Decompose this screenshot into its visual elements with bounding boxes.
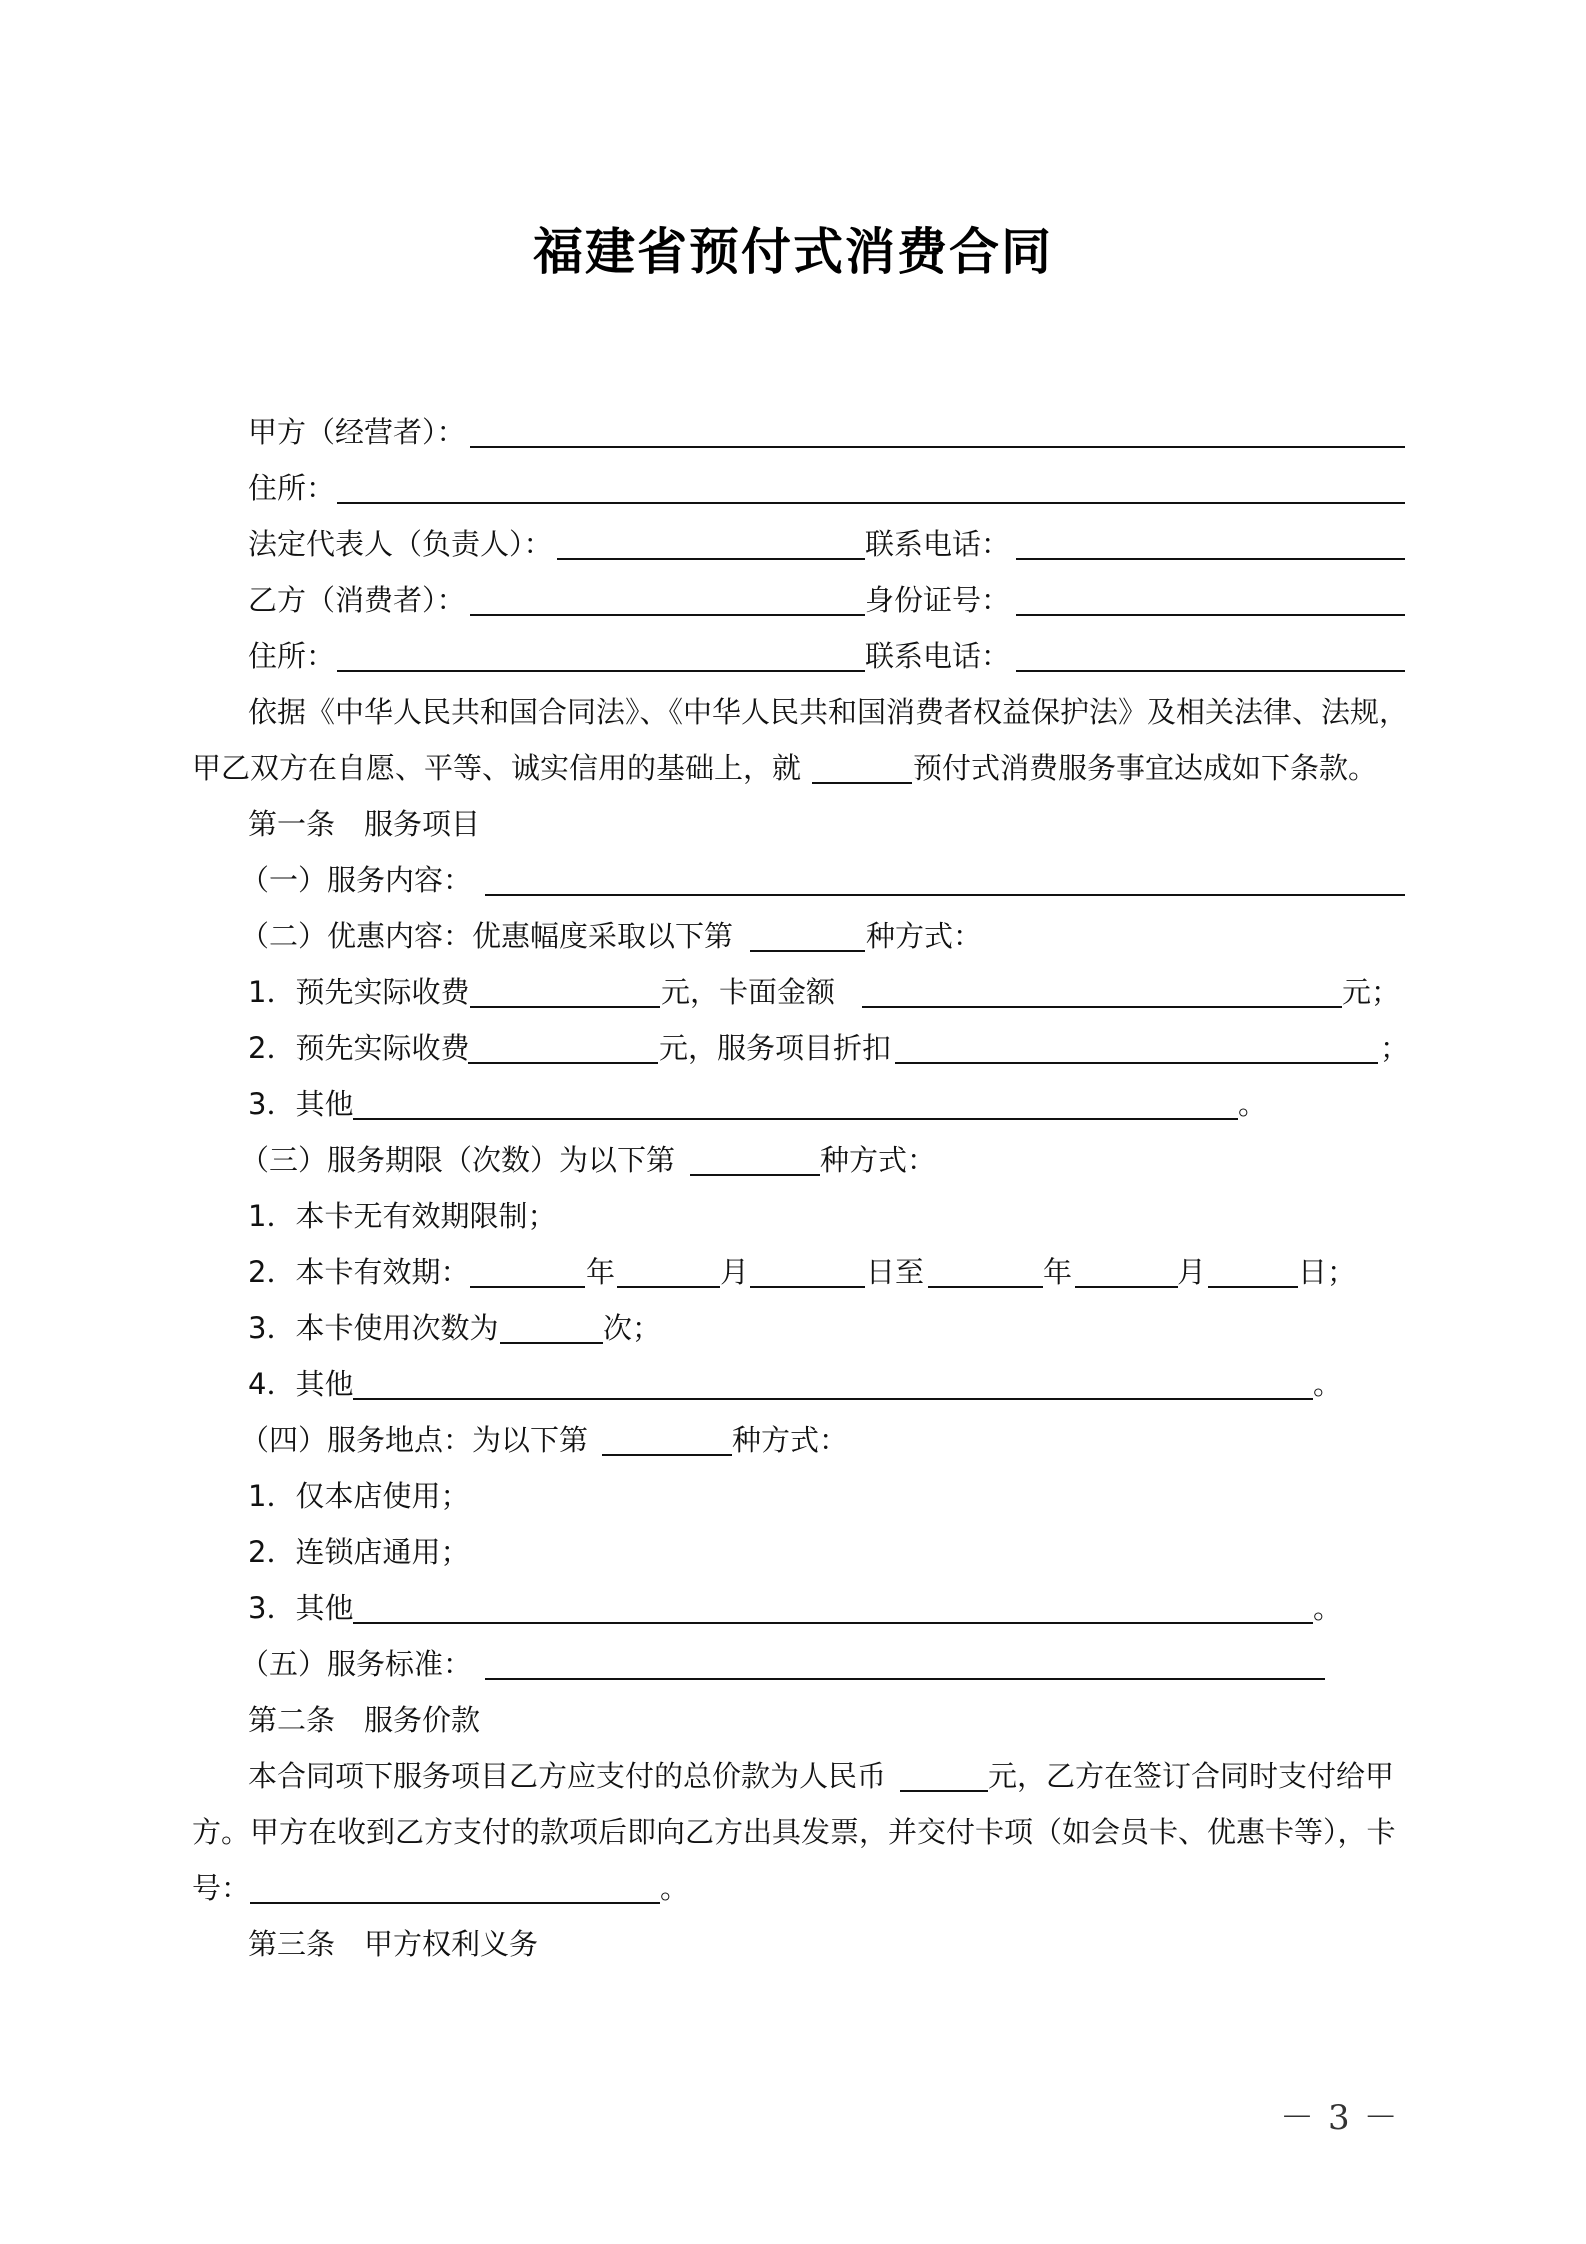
article-1-title: 第一条 服务项目: [248, 807, 481, 841]
article-3-title: 第三条 甲方权利义务: [248, 1927, 539, 1961]
start-year-label: 年: [586, 1255, 616, 1289]
discount-option-field[interactable]: [750, 950, 865, 952]
option-2-label-c: ；: [1380, 1031, 1410, 1065]
location-row: [0, 1418, 1586, 1462]
location-option-1-text: 1．仅本店使用；: [248, 1479, 470, 1513]
start-day-label: 日至: [866, 1255, 925, 1289]
legal-rep-row: [0, 522, 1586, 566]
term-other-field[interactable]: [353, 1398, 1313, 1400]
discount-row: [0, 914, 1586, 958]
term-option-2-label: 2．本卡有效期：: [248, 1255, 470, 1289]
start-day-field[interactable]: [750, 1286, 865, 1288]
term-option-field[interactable]: [690, 1174, 820, 1176]
term-label-b: 种方式：: [820, 1143, 937, 1177]
term-row: [0, 1138, 1586, 1182]
card-number-end: 。: [660, 1871, 690, 1905]
party-a-field[interactable]: [470, 446, 1405, 448]
price-text-1b: 元，乙方在签订合同时支付给甲: [988, 1759, 1395, 1793]
discount-option-1: [0, 970, 1586, 1014]
option-3-label-b: 。: [1238, 1087, 1268, 1121]
service-standard-field[interactable]: [485, 1678, 1325, 1680]
article-2-title: 第二条 服务价款: [248, 1703, 481, 1737]
discount-label-a: （二）优惠内容：优惠幅度采取以下第: [240, 919, 734, 953]
location-label-b: 种方式：: [732, 1423, 849, 1457]
discount-label-b: 种方式：: [866, 919, 983, 953]
price-line-3: [0, 1866, 1586, 1910]
service-content-field[interactable]: [485, 894, 1405, 896]
page-number: －3－: [1280, 2098, 1412, 2138]
document-title: 福建省预付式消费合同: [533, 223, 1053, 281]
party-b-row: [0, 578, 1586, 622]
price-text-2: 方。甲方在收到乙方支付的款项后即向乙方出具发票，并交付卡项（如会员卡、优惠卡等），卡: [192, 1815, 1396, 1849]
legal-rep-label: 法定代表人（负责人）：: [248, 527, 553, 561]
term-option-3-label-a: 3．本卡使用次数为: [248, 1311, 499, 1345]
location-option-1: [0, 1474, 1586, 1518]
option-3-label-a: 3．其他: [248, 1087, 354, 1121]
preamble-text-2a: 甲乙双方在自愿、平等、诚实信用的基础上，就: [192, 751, 802, 785]
location-option-3: [0, 1586, 1586, 1630]
discount-option-2: [0, 1026, 1586, 1070]
card-number-label: 号：: [192, 1871, 251, 1905]
option-3-other-field[interactable]: [353, 1118, 1238, 1120]
option-1-label-c: 元；: [1342, 975, 1401, 1009]
price-line-2: [0, 1810, 1586, 1854]
article-2-heading: [0, 1698, 1586, 1742]
end-day-label: 日；: [1298, 1255, 1357, 1289]
service-standard-row: [0, 1642, 1586, 1686]
phone-a-label: 联系电话：: [865, 527, 1011, 561]
address-a-field[interactable]: [337, 502, 1405, 504]
option-1-label-b: 元，卡面金额: [661, 975, 836, 1009]
option-2-label-b: 元，服务项目折扣: [659, 1031, 892, 1065]
address-b-label: 住所：: [248, 639, 336, 673]
location-option-2-text: 2．连锁店通用；: [248, 1535, 470, 1569]
location-option-field[interactable]: [602, 1454, 732, 1456]
location-option-2: [0, 1530, 1586, 1574]
discount-option-3: [0, 1082, 1586, 1126]
preamble-text-2b: 预付式消费服务事宜达成如下条款。: [913, 751, 1378, 785]
end-month-field[interactable]: [1075, 1286, 1178, 1288]
end-year-field[interactable]: [928, 1286, 1043, 1288]
term-option-3: [0, 1306, 1586, 1350]
id-no-label: 身份证号：: [865, 583, 1011, 617]
party-b-label: 乙方（消费者）：: [248, 583, 466, 617]
address-b-row: [0, 634, 1586, 678]
phone-b-field[interactable]: [1016, 670, 1405, 672]
service-content-row: [0, 858, 1586, 902]
phone-b-label: 联系电话：: [865, 639, 1011, 673]
term-option-1: [0, 1194, 1586, 1238]
party-b-field[interactable]: [470, 614, 865, 616]
card-number-field[interactable]: [250, 1902, 660, 1904]
option-1-face-value-field[interactable]: [862, 1006, 1342, 1008]
term-option-1-text: 1．本卡无有效期限制；: [248, 1199, 557, 1233]
address-b-field[interactable]: [337, 670, 865, 672]
start-month-field[interactable]: [617, 1286, 720, 1288]
preamble-text-1: 依据《中华人民共和国合同法》、《中华人民共和国消费者权益保护法》及相关法律、法规，: [248, 695, 1409, 729]
legal-rep-field[interactable]: [557, 558, 865, 560]
service-type-field[interactable]: [812, 782, 912, 784]
end-year-label: 年: [1043, 1255, 1073, 1289]
preamble-line-1: [0, 690, 1586, 734]
address-a-label: 住所：: [248, 471, 336, 505]
option-2-label-a: 2．预先实际收费: [248, 1031, 470, 1065]
term-option-3-label-b: 次；: [603, 1311, 662, 1345]
price-line-1: [0, 1754, 1586, 1798]
total-price-field[interactable]: [900, 1790, 988, 1792]
party-a-row: [0, 410, 1586, 454]
price-text-1a: 本合同项下服务项目乙方应支付的总价款为人民币: [248, 1759, 887, 1793]
start-month-label: 月: [720, 1255, 750, 1289]
location-label-a: （四）服务地点：为以下第: [240, 1423, 589, 1457]
party-a-label: 甲方（经营者）：: [248, 415, 466, 449]
preamble-line-2: [0, 746, 1586, 790]
service-standard-label: （五）服务标准：: [240, 1647, 473, 1681]
service-content-label: （一）服务内容：: [240, 863, 473, 897]
address-a-row: [0, 466, 1586, 510]
option-1-prepaid-field[interactable]: [470, 1006, 660, 1008]
term-label-a: （三）服务期限（次数）为以下第: [240, 1143, 676, 1177]
id-no-field[interactable]: [1016, 614, 1405, 616]
term-option-4: [0, 1362, 1586, 1406]
usage-count-field[interactable]: [500, 1342, 603, 1344]
term-option-4-label-b: 。: [1313, 1367, 1343, 1401]
article-3-heading: [0, 1922, 1586, 1966]
end-month-label: 月: [1177, 1255, 1207, 1289]
term-option-2: [0, 1250, 1586, 1294]
term-option-4-label-a: 4．其他: [248, 1367, 354, 1401]
start-year-field[interactable]: [470, 1286, 585, 1288]
location-other-field[interactable]: [353, 1622, 1313, 1624]
phone-a-field[interactable]: [1016, 558, 1405, 560]
option-2-prepaid-field[interactable]: [468, 1062, 658, 1064]
option-2-discount-field[interactable]: [895, 1062, 1378, 1064]
end-day-field[interactable]: [1208, 1286, 1298, 1288]
location-option-3-label-a: 3．其他: [248, 1591, 354, 1625]
option-1-label-a: 1．预先实际收费: [248, 975, 470, 1009]
location-option-3-label-b: 。: [1313, 1591, 1343, 1625]
article-1-heading: [0, 802, 1586, 846]
